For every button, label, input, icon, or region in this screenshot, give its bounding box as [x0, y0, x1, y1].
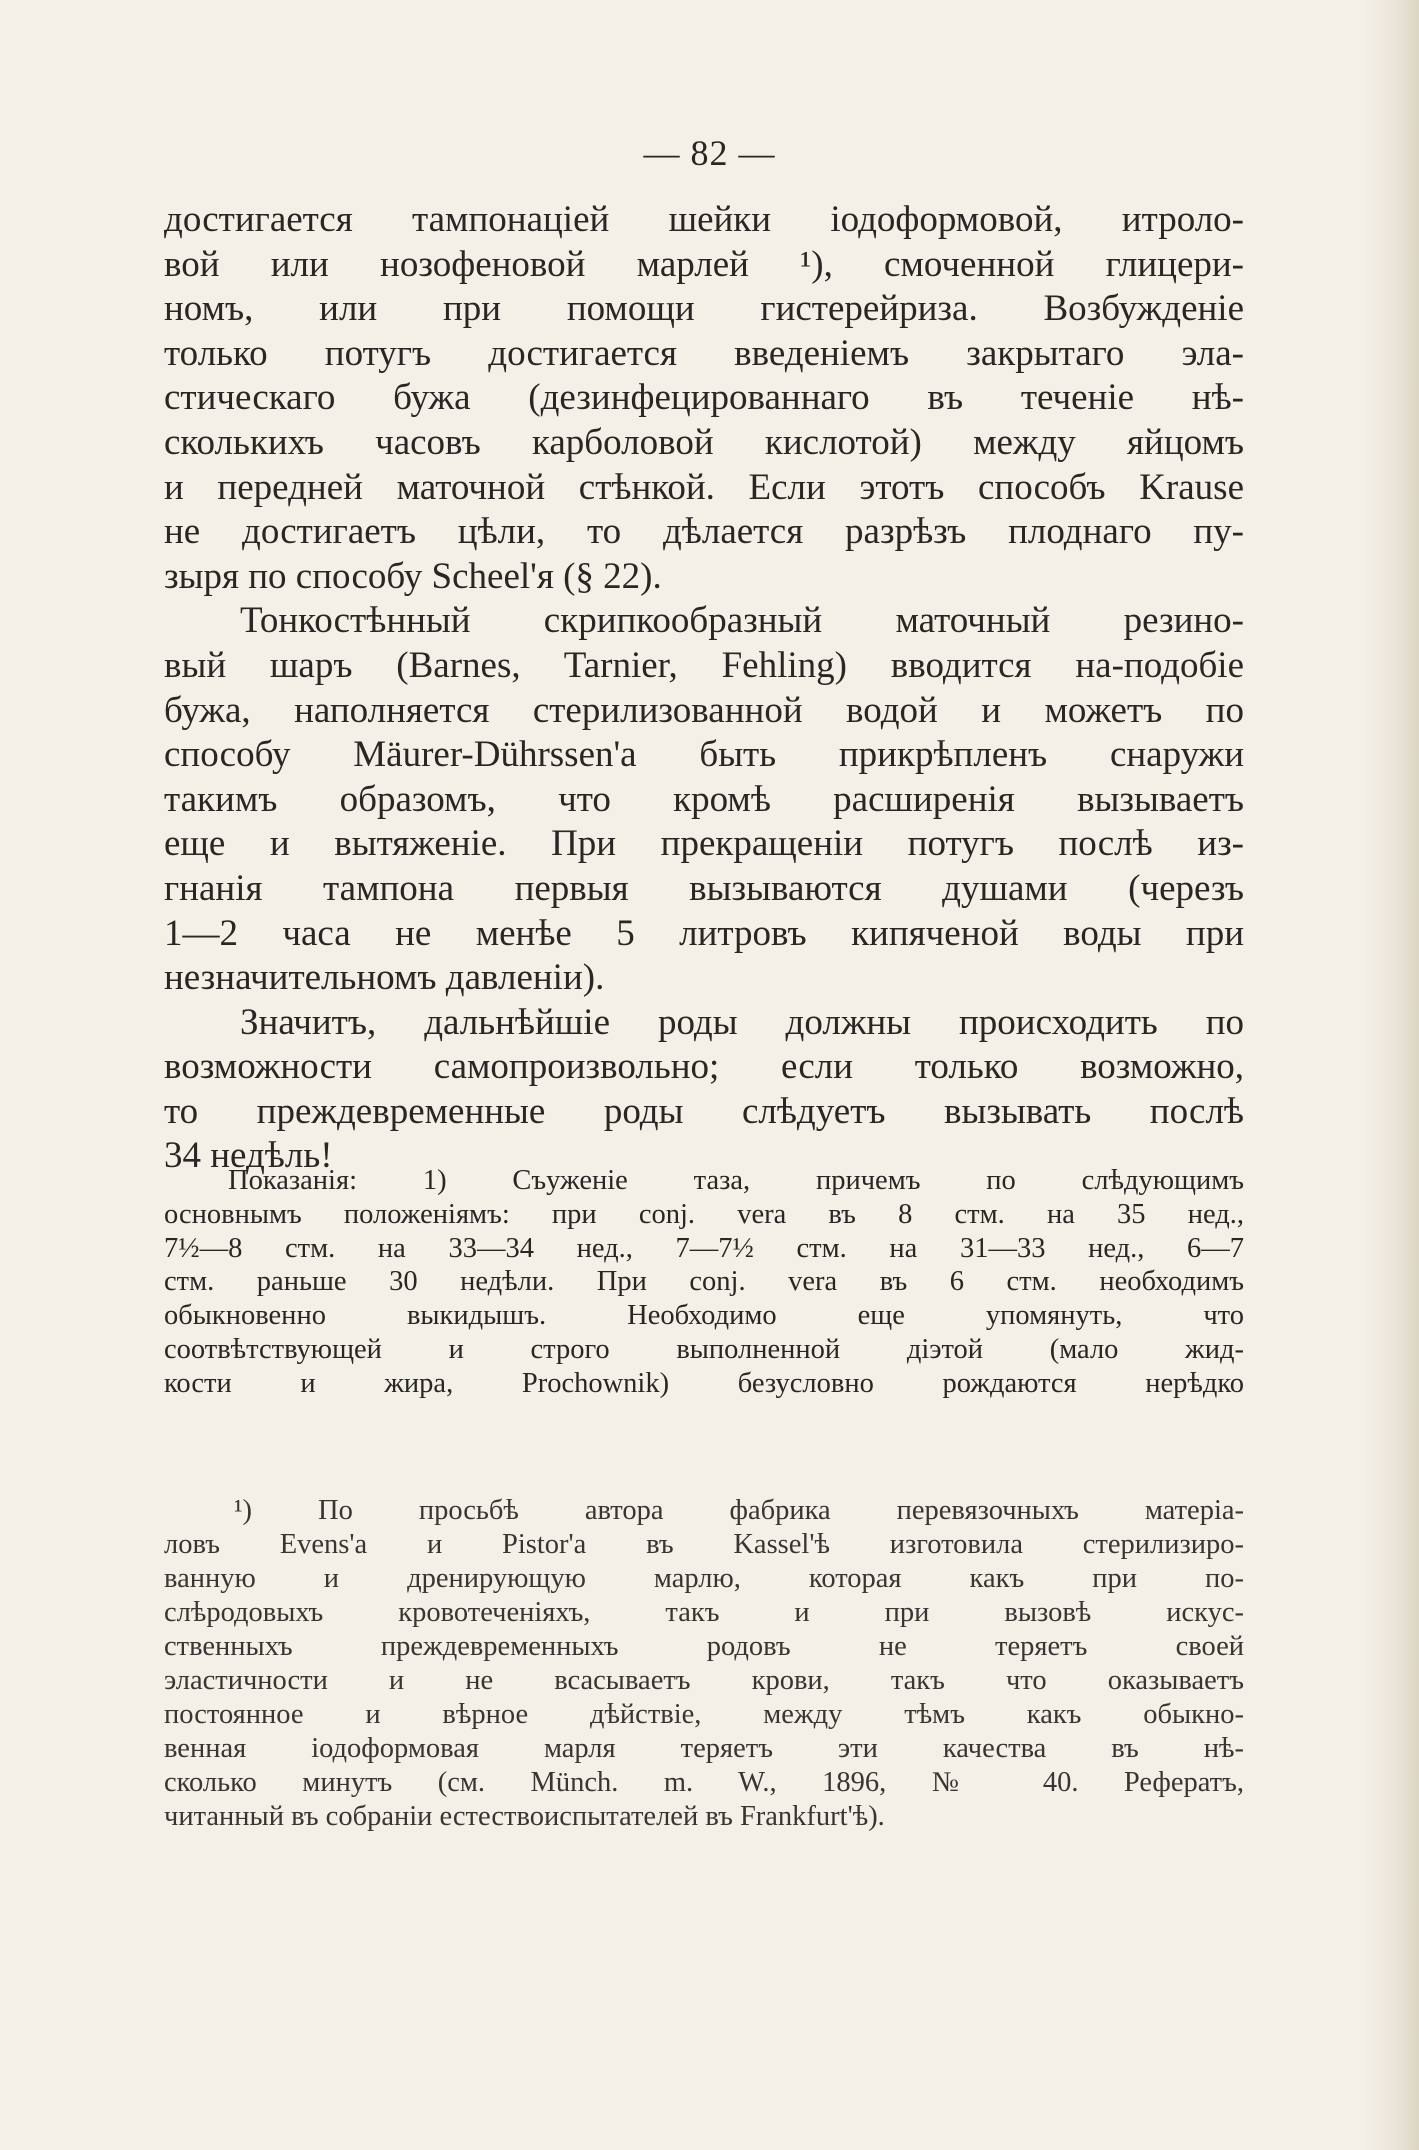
footnote-line: венная іодоформовая марля теряетъ эти качества въ нѣ- — [164, 1733, 1244, 1764]
text-line: Тонкостѣнный скрипкообразный маточный резино- — [240, 600, 1244, 642]
text-line: гнанія тампона первыя вызываются душами (черезъ — [164, 867, 1244, 909]
small-text-line: 7½—8 стм. на 33—34 нед., 7—7½ стм. на 31—33 нед., 6—7 — [164, 1232, 1244, 1264]
text-line: еще и вытяженіе. При прекращеніи потугъ послѣ из- — [164, 823, 1244, 865]
small-text-line: кости и жира, Prochownik) безусловно рождаются нерѣдко — [164, 1367, 1244, 1399]
footnote-line: эластичности и не всасываетъ крови, такъ что оказываетъ — [164, 1665, 1244, 1696]
footnote-line: ловъ Evens'а и Pistor'а въ Kassel'ѣ изготовила стерилизиро- — [164, 1529, 1244, 1560]
footnote-line: ственныхъ преждевременныхъ родовъ не теряетъ своей — [164, 1631, 1244, 1662]
text-line: способу Mäurer-Dührssen'а быть прикрѣпленъ снаружи — [164, 734, 1244, 776]
small-text-line: основнымъ положеніямъ: при conj. vera въ 8 стм. на 35 нед., — [164, 1198, 1244, 1230]
footnote-line: постоянное и вѣрное дѣйствіе, между тѣмъ какъ обыкно- — [164, 1699, 1244, 1730]
text-line: Значитъ, дальнѣйшіе роды должны происходить по — [240, 1001, 1244, 1043]
text-line: незначительномъ давленіи). — [164, 957, 605, 999]
small-text-line: обыкновенно выкидышъ. Необходимо еще упомянуть, что — [164, 1300, 1244, 1332]
text-line: номъ, или при помощи гистерейриза. Возбужденіе — [164, 288, 1244, 330]
footnote-line: сколько минутъ (см. Münch. m. W., 1896, № 40. Рефератъ, — [164, 1767, 1244, 1798]
text-line: то преждевременные роды слѣдуетъ вызывать послѣ — [164, 1090, 1244, 1132]
footnote-line: читанный въ собраніи естествоиспытателей въ Frankfurt'ѣ). — [164, 1801, 885, 1832]
text-line: 1—2 часа не менѣе 5 литровъ кипяченой воды при — [164, 912, 1244, 954]
small-text-line: соотвѣтствующей и строго выполненной діэтой (мало жид- — [164, 1333, 1244, 1365]
footnote-line: ванную и дренирующую марлю, которая какъ при по- — [164, 1563, 1244, 1594]
footnote-line: слѣродовыхъ кровотеченіяхъ, такъ и при вызовѣ искус- — [164, 1597, 1244, 1628]
text-line: возможности самопроизвольно; если только возможно, — [164, 1046, 1244, 1088]
page-number: — 82 — — [643, 133, 776, 173]
text-line: только потугъ достигается введеніемъ закрытаго эла- — [164, 332, 1244, 374]
text-line: не достигаетъ цѣли, то дѣлается разрѣзъ плоднаго пу- — [164, 511, 1244, 553]
footnote-line: ¹) По просьбѣ автора фабрика перевязочныхъ матеріа- — [234, 1495, 1244, 1526]
text-line: сколькихъ часовъ карболовой кислотой) между яйцомъ — [164, 421, 1244, 463]
text-line: бужа, наполняется стерилизованной водой и можетъ по — [164, 689, 1244, 731]
text-line: достигается тампонаціей шейки іодоформовой, итроло- — [164, 199, 1244, 240]
indications-text — [164, 1164, 1244, 1401]
small-text-line: стм. раньше 30 недѣли. При conj. vera въ 6 стм. необходимъ — [164, 1266, 1244, 1298]
main-text — [164, 198, 1244, 1179]
text-line: зыря по способу Scheel'я (§ 22). — [164, 555, 662, 597]
text-line: вый шаръ (Barnes, Tarnier, Fehling) вводится на-подобіе — [164, 644, 1244, 686]
text-line: такимъ образомъ, что кромѣ расширенія вызываетъ — [164, 778, 1244, 820]
footnote — [164, 1494, 1244, 1834]
text-line: 34 недѣль! — [164, 1135, 333, 1177]
page-edge-shadow — [1363, 0, 1419, 2150]
text-line: стическаго бужа (дезинфецированнаго въ теченіе нѣ- — [164, 377, 1244, 419]
text-line: и передней маточной стѣнкой. Если этотъ способъ Krause — [164, 466, 1244, 508]
text-line: вой или нозофеновой марлей ¹), смоченной глицери- — [164, 243, 1244, 285]
small-text-line: Показанія: 1) Съуженіе таза, причемъ по слѣдующимъ — [228, 1165, 1244, 1196]
